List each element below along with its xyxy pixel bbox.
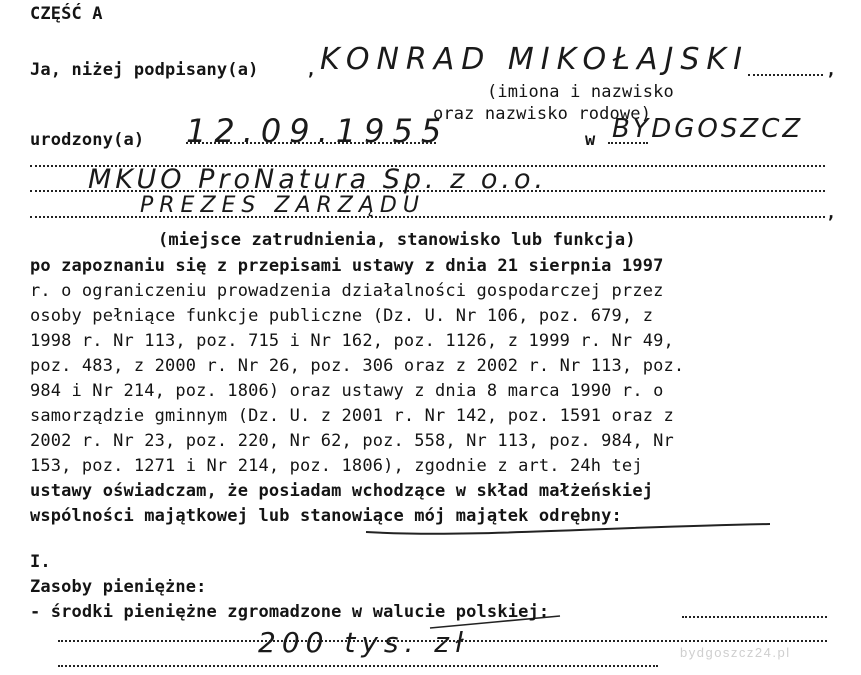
declarant-intro: Ja, niżej podpisany(a) xyxy=(30,60,259,80)
body-line: poz. 483, z 2000 r. Nr 26, poz. 306 oraz z 2002 r. Nr 113, poz. xyxy=(30,356,685,376)
section-number: I. xyxy=(30,552,51,572)
body-line: po zapoznaniu się z przepisami ustawy z dnia 21 sierpnia 1997 xyxy=(30,256,664,276)
body-line: 2002 r. Nr 23, poz. 220, Nr 62, poz. 558, Nr 113, poz. 984, Nr xyxy=(30,431,674,451)
in-label: w xyxy=(585,130,596,150)
watermark: bydgoszcz24.pl xyxy=(680,645,791,660)
cash-pln-label: - środki pieniężne zgromadzone w walucie polskiej: xyxy=(30,602,550,622)
dotted-line xyxy=(682,616,827,618)
body-line: 984 i Nr 214, poz. 1806) oraz ustawy z dnia 8 marca 1990 r. o xyxy=(30,381,664,401)
name-caption-2: oraz nazwisko rodowe) xyxy=(433,104,652,124)
comma: , xyxy=(306,60,317,80)
dotted-line xyxy=(58,665,658,667)
body-line: ustawy oświadczam, że posiadam wchodzące w skład małżeńskiej xyxy=(30,481,654,501)
birth-place-handwritten: BYDGOSZCZ xyxy=(612,114,804,144)
name-caption-1: (imiona i nazwisko xyxy=(487,82,674,102)
employment-caption: (miejsce zatrudnienia, stanowisko lub funkcja) xyxy=(158,230,636,250)
body-line: 1998 r. Nr 113, poz. 715 i Nr 162, poz. 1126, z 1999 r. Nr 49, xyxy=(30,331,674,351)
body-line: 153, poz. 1271 i Nr 214, poz. 1806), zgodnie z art. 24h tej xyxy=(30,456,643,476)
born-label: urodzony(a) xyxy=(30,130,145,150)
section-title: Zasoby pieniężne: xyxy=(30,577,207,597)
body-line: wspólności majątkowej lub stanowiące mój majątek odrębny: xyxy=(30,506,622,526)
birth-date-handwritten: 12.09.1955 xyxy=(186,112,450,150)
body-line: osoby pełniące funkcje publiczne (Dz. U. Nr 106, poz. 679, z xyxy=(30,306,654,326)
declarant-name-handwritten: KONRAD MIKOŁAJSKI xyxy=(320,42,749,77)
comma: , xyxy=(826,60,837,80)
body-line: r. o ograniczeniu prowadzenia działalności gospodarczej przez xyxy=(30,281,664,301)
part-heading: CZĘŚĆ A xyxy=(30,4,103,24)
position-handwritten: PREZES ZARZĄDU xyxy=(140,193,425,218)
comma: , xyxy=(826,203,837,223)
body-line: samorządzie gminnym (Dz. U. z 2001 r. Nr 142, poz. 1591 oraz z xyxy=(30,406,674,426)
employer-handwritten: MKUO ProNatura Sp. z o.o. xyxy=(88,164,548,195)
cash-pln-value-handwritten: 200 tys. zł xyxy=(258,626,470,659)
